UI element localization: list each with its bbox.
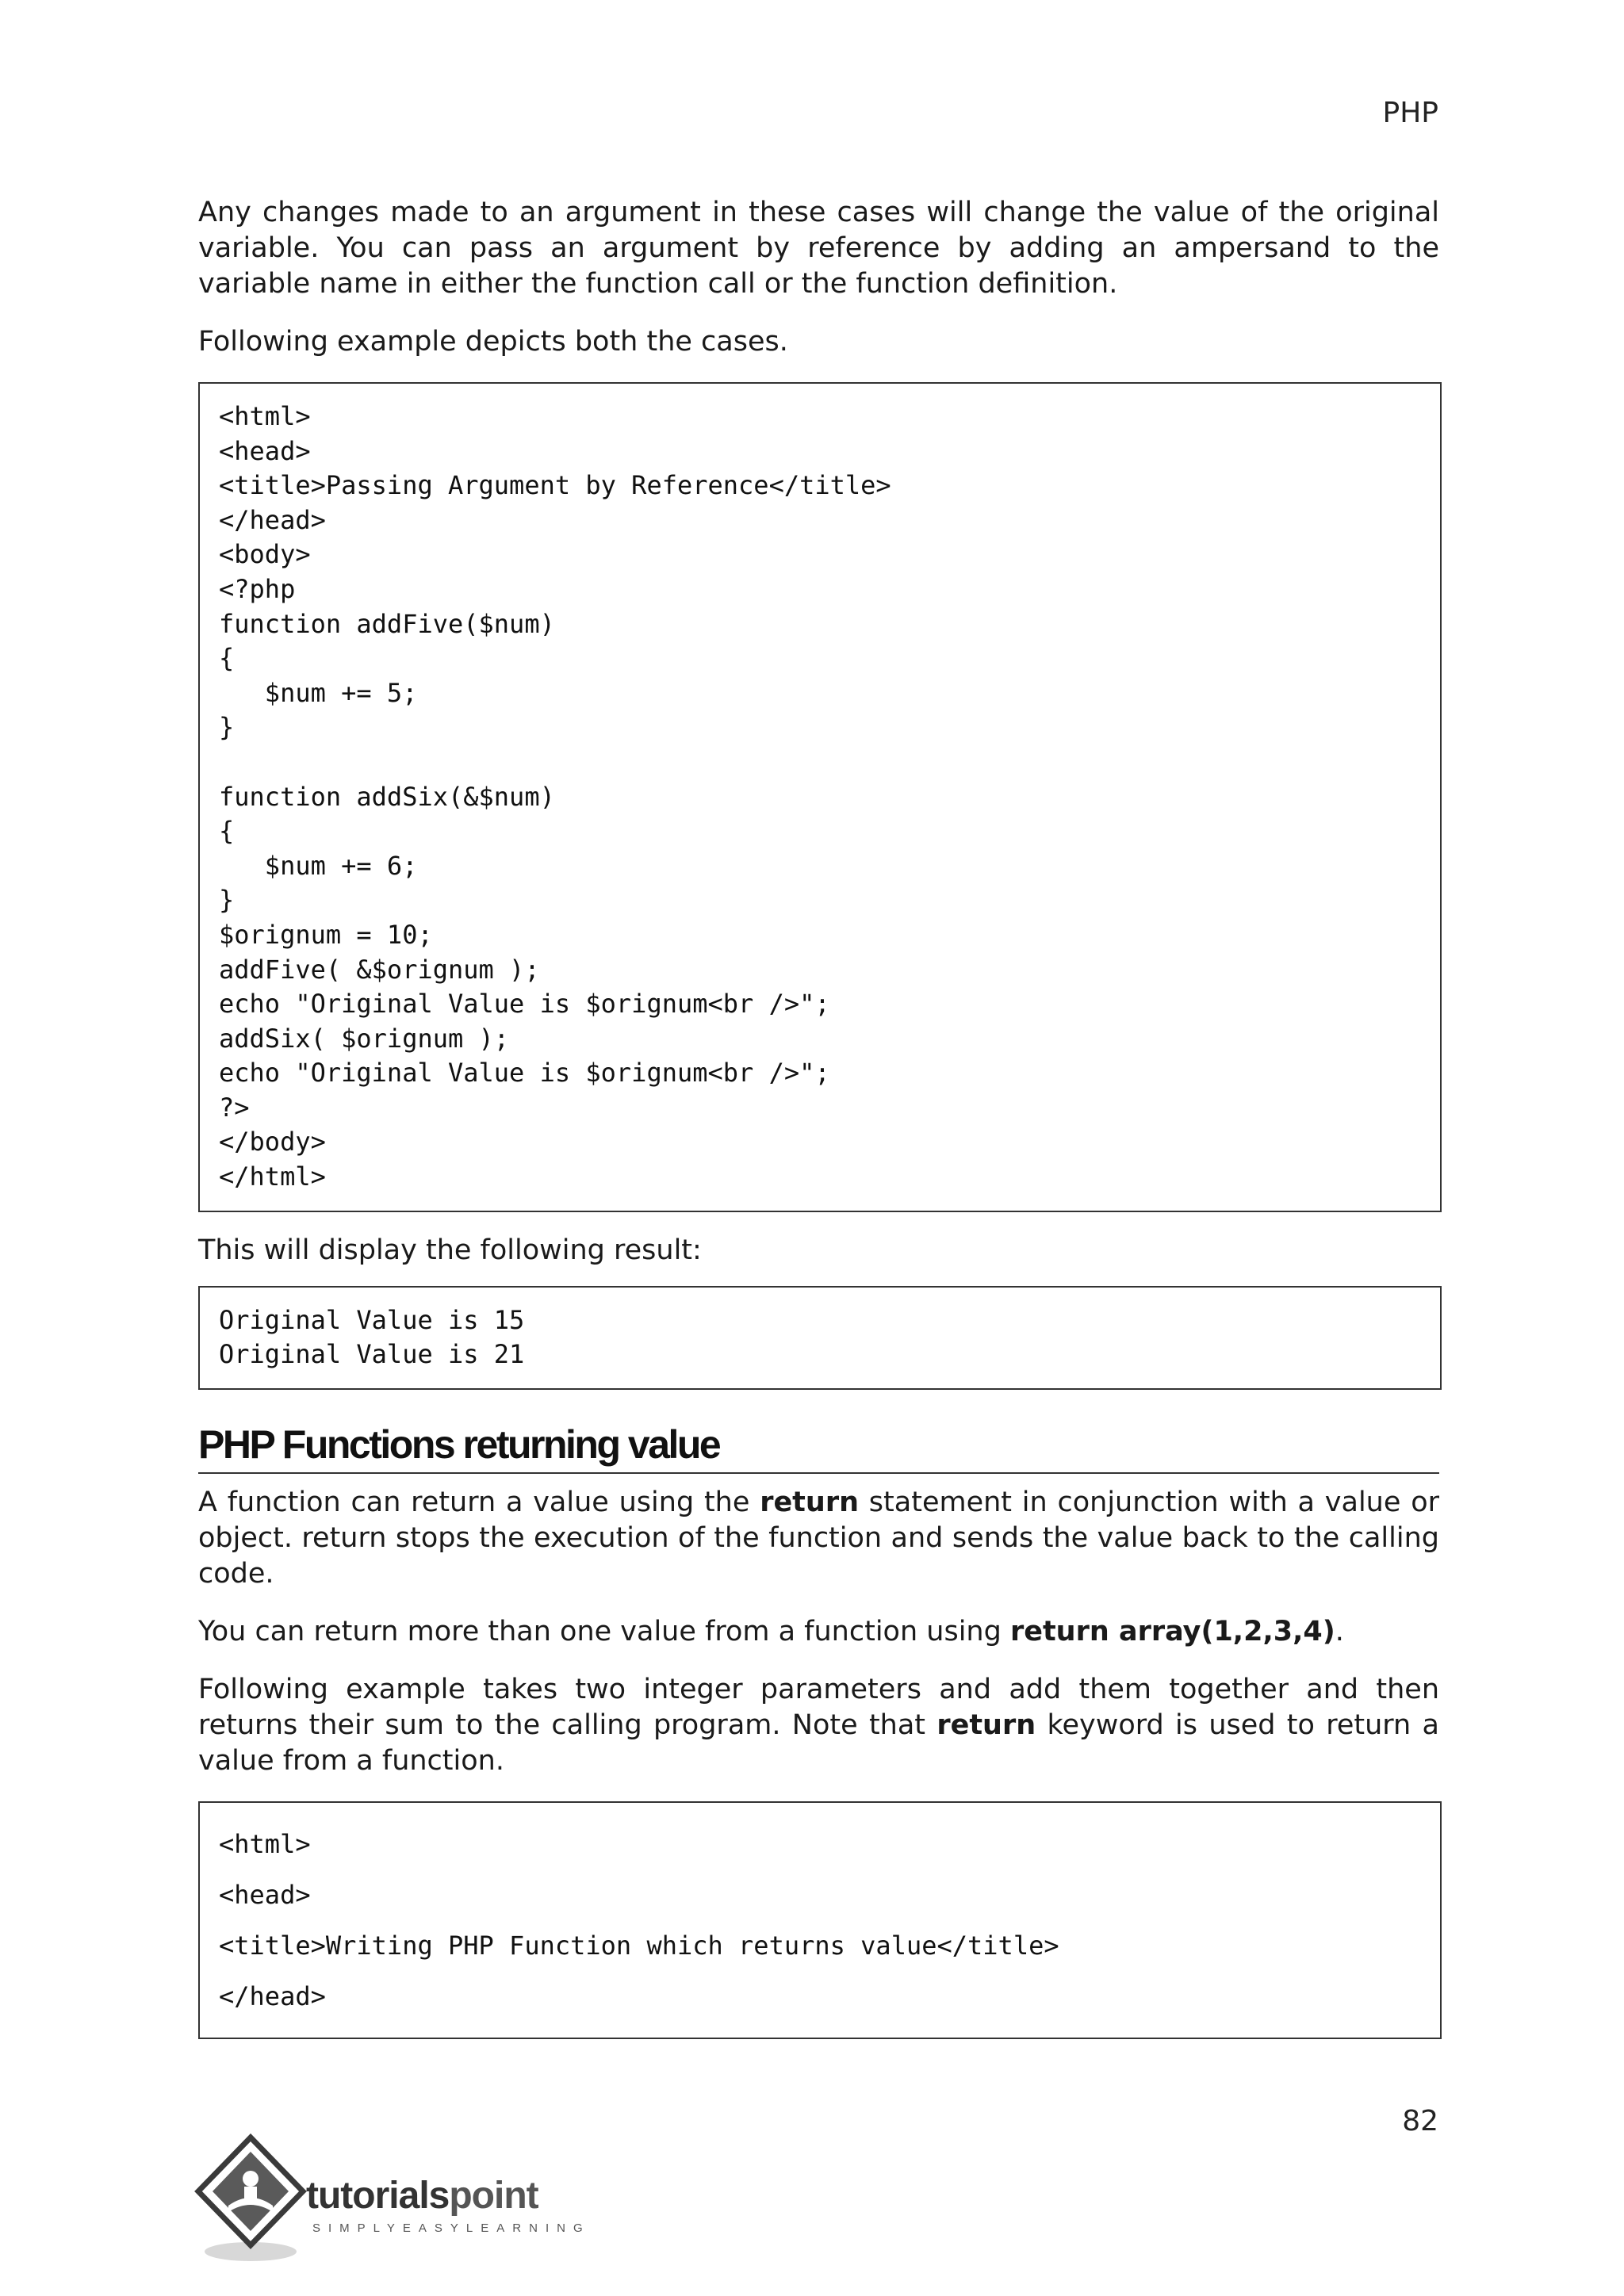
code-line: echo "Original Value is $orignum<br />"; bbox=[219, 989, 830, 1020]
header-label: PHP bbox=[1382, 97, 1438, 129]
code-line: } bbox=[219, 712, 235, 743]
code-block-reference bbox=[198, 382, 1442, 1212]
code-line: <body> bbox=[219, 539, 311, 570]
text-fragment: A function can return a value using the bbox=[198, 1486, 760, 1518]
code-line: <head> bbox=[219, 1879, 311, 1910]
text-fragment: . bbox=[1335, 1615, 1344, 1647]
logo-emblem-icon bbox=[193, 2133, 312, 2267]
code-line: </html> bbox=[219, 1161, 326, 1192]
text-fragment: Following example takes two integer parameters and add them together and then returns their sum to the calling program. Note that bbox=[198, 1673, 1439, 1741]
code-line: <html> bbox=[219, 1828, 311, 1859]
code-line: <title>Passing Argument by Reference</title> bbox=[219, 470, 891, 501]
logo-word-light: point bbox=[449, 2175, 538, 2217]
code-line: function addSix(&$num) bbox=[219, 781, 555, 812]
code-line: $orignum = 10; bbox=[219, 919, 433, 950]
code-line: { bbox=[219, 643, 235, 674]
code-line: </head> bbox=[219, 1980, 326, 2011]
code-line: addFive( &$orignum ); bbox=[219, 954, 540, 985]
code-line: <?php bbox=[219, 573, 296, 604]
return-paragraph bbox=[198, 1485, 1439, 1592]
bold-keyword: return array(1,2,3,4) bbox=[1009, 1615, 1335, 1647]
code-line: <title>Writing PHP Function which returns value</title> bbox=[219, 1930, 1059, 1961]
code-line: addSix( $orignum ); bbox=[219, 1023, 510, 1054]
code-line: $num += 6; bbox=[219, 850, 418, 881]
logo-word-dark: tutorials bbox=[306, 2175, 450, 2217]
bold-keyword: return bbox=[936, 1709, 1036, 1741]
code-line: function addFive($num) bbox=[219, 608, 555, 639]
code-line: Original Value is 15 bbox=[219, 1304, 525, 1335]
text-fragment: You can return more than one value from a function using bbox=[198, 1615, 1010, 1647]
text-fragment: statement in conjunction with a value or object. return stops the execution of the function and sends the value back to the calling code. bbox=[198, 1486, 1439, 1590]
code-line: echo "Original Value is $orignum<br />"; bbox=[219, 1058, 830, 1089]
page-content bbox=[198, 195, 1439, 2060]
bold-keyword: return bbox=[760, 1486, 860, 1518]
code-line: $num += 5; bbox=[219, 677, 418, 708]
code-line: Original Value is 21 bbox=[219, 1339, 525, 1370]
result-intro: This will display the following result: bbox=[198, 1234, 702, 1266]
code-line bbox=[219, 745, 1421, 780]
page-number: 82 bbox=[1402, 2105, 1438, 2137]
section-title: PHP Functions returning value bbox=[198, 1422, 1439, 1474]
output-block bbox=[198, 1286, 1442, 1390]
tutorialspoint-logo bbox=[193, 2133, 606, 2267]
text-fragment: keyword is used to return a value from a function. bbox=[198, 1709, 1439, 1777]
example-paragraph bbox=[198, 1672, 1439, 1779]
code-line: } bbox=[219, 885, 235, 916]
code-line: <html> bbox=[219, 401, 311, 431]
intro-paragraph: Any changes made to an argument in these cases will change the value of the original variable. You can pass an argument by reference by adding an ampersand to the variable name in either the function call or the function definition. bbox=[198, 197, 1439, 300]
code-line: { bbox=[219, 816, 235, 847]
code-line: <head> bbox=[219, 435, 311, 466]
code-block-return bbox=[198, 1801, 1442, 2039]
example-intro: Following example depicts both the cases. bbox=[198, 326, 788, 358]
code-line: ?> bbox=[219, 1092, 250, 1123]
array-paragraph bbox=[198, 1614, 1439, 1650]
code-line: </head> bbox=[219, 504, 326, 535]
code-line: </body> bbox=[219, 1127, 326, 1158]
logo-tagline: SIMPLYEASYLEARNING bbox=[312, 2221, 591, 2235]
logo-wordmark bbox=[306, 2174, 538, 2218]
